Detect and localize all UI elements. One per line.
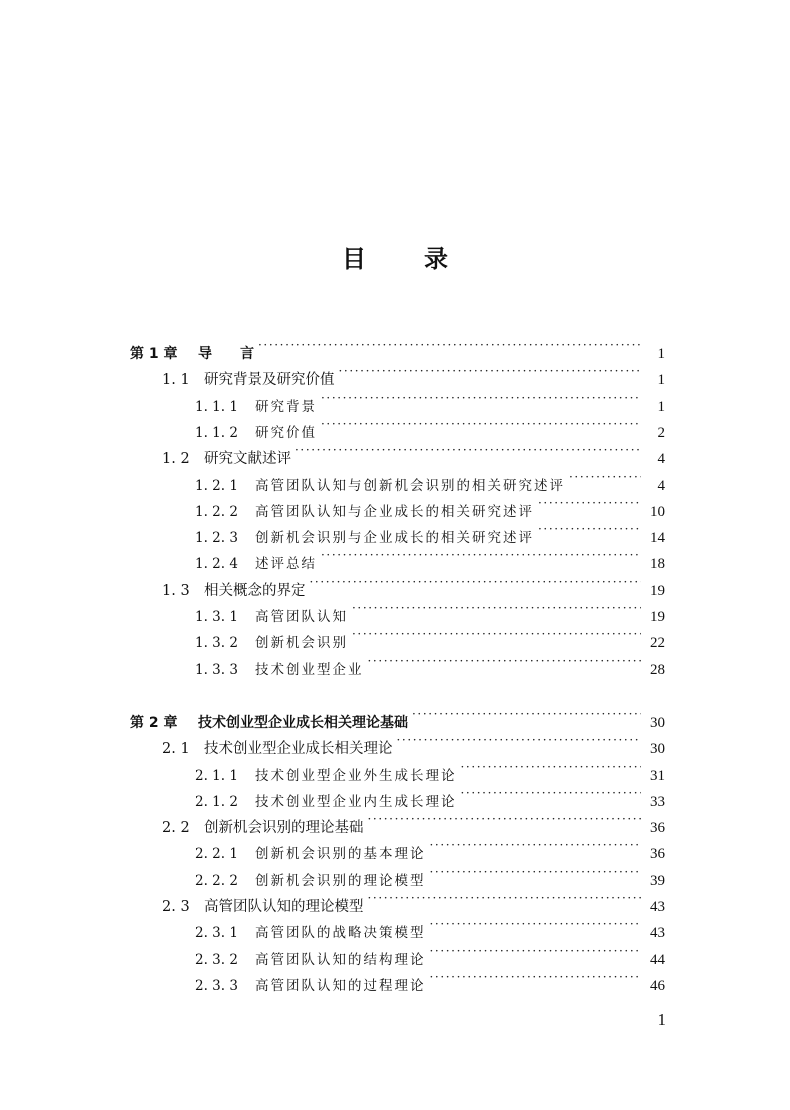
toc-entry-number: 2. 1 bbox=[162, 741, 190, 758]
toc-entry-page: 1 bbox=[657, 398, 665, 415]
toc-entry-number: 2. 3 bbox=[162, 899, 190, 915]
toc-dot-leader bbox=[339, 358, 642, 384]
toc-entry-number: 1. 1. 2 bbox=[195, 424, 238, 441]
toc-entry bbox=[162, 885, 665, 915]
toc-dot-leader bbox=[321, 385, 641, 411]
toc-entry-title: 研究文献述评 bbox=[204, 451, 291, 468]
toc-entry-number: 第 1 章 bbox=[130, 346, 178, 362]
toc-entry-title: 相关概念的界定 bbox=[204, 582, 306, 599]
toc-entry-page: 1 bbox=[657, 346, 665, 362]
toc-entry-title: 研究价值 bbox=[255, 424, 317, 441]
toc-entry-page: 22 bbox=[650, 635, 665, 652]
toc-entry-title: 高管团队认知的过程理论 bbox=[255, 977, 426, 994]
toc-entry-number: 1. 3. 2 bbox=[195, 635, 238, 652]
toc-entry-title: 高管团队的战略决策模型 bbox=[255, 925, 426, 942]
toc-entry bbox=[195, 490, 665, 520]
toc-entry-title: 创新机会识别与企业成长的相关研究述评 bbox=[255, 530, 534, 547]
toc-dot-leader bbox=[258, 332, 641, 358]
toc-entry-title: 导 言 bbox=[198, 346, 254, 362]
toc-entry bbox=[162, 727, 665, 758]
toc-dot-leader bbox=[310, 569, 642, 595]
toc-entry-number: 1. 3. 1 bbox=[195, 609, 238, 625]
toc-entry bbox=[162, 437, 665, 468]
toc-entry-number: 2. 2. 1 bbox=[195, 846, 238, 863]
toc-entry-title: 高管团队认知 bbox=[255, 609, 348, 625]
toc-entry bbox=[195, 964, 665, 994]
toc-entry-number: 1. 3. 3 bbox=[195, 661, 238, 678]
page-title-char: 录 bbox=[424, 244, 448, 274]
toc-entry-title: 创新机会识别的基本理论 bbox=[255, 846, 426, 863]
toc-entry bbox=[195, 385, 665, 415]
toc-entry-number: 2. 1. 2 bbox=[195, 793, 238, 810]
toc-dot-leader bbox=[321, 411, 641, 437]
toc-dot-leader bbox=[430, 938, 642, 964]
toc-entry-page: 44 bbox=[650, 951, 665, 968]
toc-entry-page: 43 bbox=[650, 899, 665, 915]
toc-entry-page: 10 bbox=[650, 503, 665, 520]
toc-entry-page: 18 bbox=[650, 556, 665, 573]
toc-entry-page: 19 bbox=[650, 582, 665, 599]
toc-entry-number: 1. 2 bbox=[162, 451, 190, 468]
toc-entry-page: 2 bbox=[657, 424, 665, 441]
toc-entry-title: 技术创业型企业成长相关理论 bbox=[204, 741, 393, 758]
toc-entry-page: 36 bbox=[650, 820, 665, 837]
toc-entry-title: 创新机会识别 bbox=[255, 635, 348, 652]
toc-entry-title: 述评总结 bbox=[255, 556, 317, 573]
toc-entry bbox=[195, 542, 665, 573]
toc-entry bbox=[162, 806, 665, 837]
toc-entry-page: 30 bbox=[650, 714, 665, 731]
toc-entry-title: 高管团队认知与创新机会识别的相关研究述评 bbox=[255, 477, 565, 494]
toc-dot-leader bbox=[430, 911, 642, 937]
toc-entry bbox=[195, 780, 665, 810]
toc-entry-number: 2. 3. 3 bbox=[195, 977, 238, 994]
page-title bbox=[0, 239, 790, 274]
toc-entry bbox=[195, 911, 665, 942]
toc-dot-leader bbox=[430, 832, 642, 858]
toc-dot-leader bbox=[461, 754, 642, 780]
toc-entry-page: 4 bbox=[657, 451, 665, 468]
toc-entry-number: 1. 1 bbox=[162, 372, 190, 389]
toc-entry-number: 1. 2. 2 bbox=[195, 503, 238, 520]
toc-entry-page: 36 bbox=[650, 846, 665, 863]
toc-entry-page: 43 bbox=[650, 925, 665, 942]
toc-entry-number: 第 2 章 bbox=[130, 714, 178, 731]
toc-entry-title: 技术创业型企业 bbox=[255, 661, 364, 678]
toc-entry bbox=[195, 859, 665, 889]
toc-entry-page: 4 bbox=[657, 477, 665, 494]
toc-entry bbox=[195, 464, 665, 494]
toc-entry bbox=[130, 701, 665, 731]
toc-entry-number: 1. 3 bbox=[162, 582, 190, 599]
toc-entry-number: 1. 2. 1 bbox=[195, 477, 238, 494]
toc-dot-leader bbox=[321, 542, 641, 568]
toc-dot-leader bbox=[538, 516, 641, 542]
toc-dot-leader bbox=[461, 780, 642, 806]
toc-dot-leader bbox=[352, 621, 641, 647]
toc-entry bbox=[162, 569, 665, 599]
toc-dot-leader bbox=[368, 648, 642, 674]
toc-entry-title: 高管团队认知与企业成长的相关研究述评 bbox=[255, 503, 534, 520]
toc-entry-title: 技术创业型企业成长相关理论基础 bbox=[198, 714, 408, 731]
toc-entry bbox=[195, 938, 665, 968]
toc-entry-page: 33 bbox=[650, 793, 665, 810]
toc-entry-title: 研究背景及研究价值 bbox=[204, 372, 335, 389]
toc-entry-page: 19 bbox=[650, 609, 665, 625]
toc-entry bbox=[195, 832, 665, 863]
toc-entry-title: 研究背景 bbox=[255, 398, 317, 415]
toc-entry bbox=[195, 648, 665, 678]
toc-entry bbox=[195, 621, 665, 652]
toc-entry-title: 高管团队认知的结构理论 bbox=[255, 951, 426, 968]
toc-entry-number: 2. 1. 1 bbox=[195, 767, 238, 784]
toc-entry bbox=[195, 754, 665, 784]
toc-entry-number: 2. 2. 2 bbox=[195, 872, 238, 889]
toc-entry bbox=[195, 516, 665, 547]
toc-entry-page: 46 bbox=[650, 977, 665, 994]
toc-entry-page: 14 bbox=[650, 530, 665, 547]
toc-entry-title: 创新机会识别的理论基础 bbox=[204, 820, 364, 837]
toc-entry bbox=[130, 332, 665, 362]
toc-entry-title: 技术创业型企业内生成长理论 bbox=[255, 793, 457, 810]
toc-dot-leader bbox=[397, 727, 642, 753]
toc-entry-number: 2. 3. 2 bbox=[195, 951, 238, 968]
toc-entry-number: 1. 2. 4 bbox=[195, 556, 238, 573]
toc-dot-leader bbox=[368, 806, 642, 832]
toc-entry bbox=[195, 411, 665, 441]
toc-dot-leader bbox=[430, 859, 642, 885]
toc-entry-page: 31 bbox=[650, 767, 665, 784]
page-title-char: 目 bbox=[342, 244, 366, 274]
footer-page-number: 1 bbox=[657, 1010, 666, 1029]
toc-dot-leader bbox=[430, 964, 642, 990]
toc-entry-number: 2. 3. 1 bbox=[195, 925, 238, 942]
toc-dot-leader bbox=[368, 885, 642, 911]
toc-entry-number: 1. 1. 1 bbox=[195, 398, 238, 415]
toc-entry-page: 30 bbox=[650, 741, 665, 758]
toc-entry-title: 高管团队认知的理论模型 bbox=[204, 899, 364, 915]
toc-entry-title: 技术创业型企业外生成长理论 bbox=[255, 767, 457, 784]
toc-entry-number: 2. 2 bbox=[162, 820, 190, 837]
toc-entry-page: 28 bbox=[650, 661, 665, 678]
toc-dot-leader bbox=[569, 464, 641, 490]
toc-entry-number: 1. 2. 3 bbox=[195, 530, 238, 547]
toc-dot-leader bbox=[295, 437, 641, 463]
toc-entry-page: 1 bbox=[657, 372, 665, 389]
toc-entry-page: 39 bbox=[650, 872, 665, 889]
toc-entry-title: 创新机会识别的理论模型 bbox=[255, 872, 426, 889]
toc-dot-leader bbox=[352, 595, 641, 621]
toc-dot-leader bbox=[538, 490, 641, 516]
toc-entry bbox=[195, 595, 665, 625]
toc-dot-leader bbox=[412, 701, 641, 727]
toc-entry bbox=[162, 358, 665, 389]
